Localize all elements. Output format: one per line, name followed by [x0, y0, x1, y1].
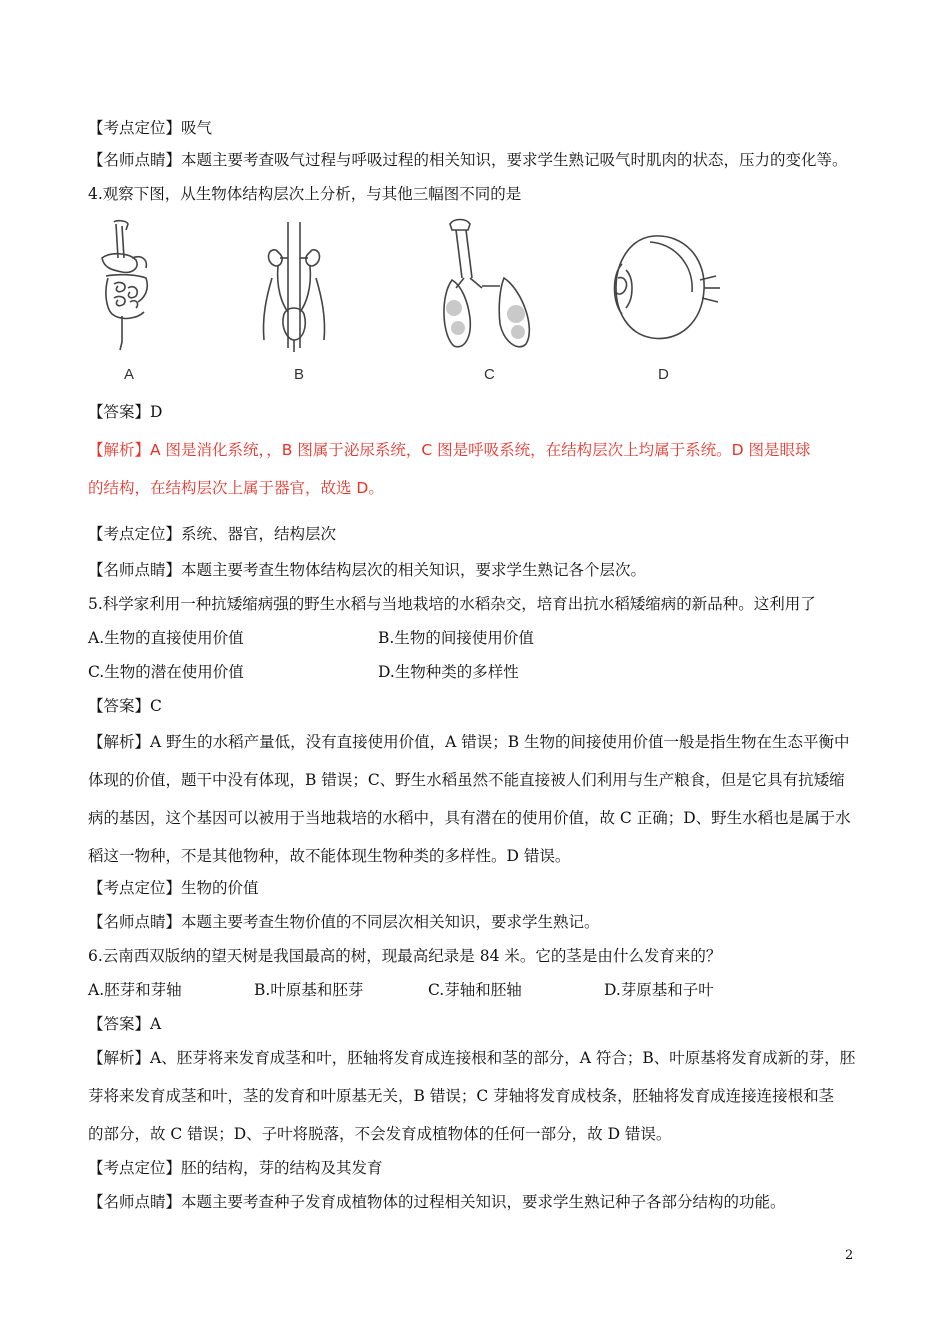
q6-option-d: D.芽原基和子叶 — [604, 981, 714, 999]
q5-option-d: D.生物种类的多样性 — [378, 663, 519, 681]
answer-4: 【答案】D — [88, 403, 163, 421]
figure-label-b: B — [294, 366, 305, 383]
kaodian-q5: 【考点定位】生物的价值 — [88, 879, 259, 897]
q5-option-a: A.生物的直接使用价值 — [88, 629, 244, 647]
figure-label-a: A — [124, 366, 135, 383]
mingshi-q3: 【名师点睛】本题主要考查吸气过程与呼吸过程的相关知识，要求学生熟记吸气时肌肉的状态，压力的变化等。 — [88, 151, 848, 169]
figure-label-c: C — [484, 366, 495, 383]
analysis-6-line-1: 【解析】A、胚芽将来发育成茎和叶，胚轴将发育成连接根和茎的部分，A 符合；B、叶原基将发育成新的芽，胚 — [88, 1049, 856, 1067]
figure-label-d: D — [658, 366, 669, 383]
analysis-6-line-3: 的部分，故 C 错误；D、子叶将脱落，不会发育成植物体的任何一部分，故 D 错误。 — [88, 1125, 672, 1143]
answer-5: 【答案】C — [88, 697, 162, 715]
kaodian-q4: 【考点定位】系统、器官，结构层次 — [88, 525, 337, 543]
page-number: 2 — [845, 1248, 854, 1263]
q6-option-c: C.芽轴和胚轴 — [428, 981, 522, 999]
mingshi-q5: 【名师点睛】本题主要考查生物价值的不同层次相关知识，要求学生熟记。 — [88, 913, 600, 931]
mingshi-q6: 【名师点睛】本题主要考查种子发育成植物体的过程相关知识，要求学生熟记种子各部分结构的功能。 — [88, 1193, 786, 1211]
analysis-5-line-1: 【解析】A 野生的水稻产量低，没有直接使用价值，A 错误；B 生物的间接使用价值一般是指生物在生态平衡中 — [88, 733, 850, 751]
analysis-6-line-2: 芽将来发育成茎和叶，茎的发育和叶原基无关，B 错误；C 芽轴将发育成枝条，胚轴将发育成连接连接根和茎 — [88, 1087, 835, 1105]
kaodian-q6: 【考点定位】胚的结构，芽的结构及其发育 — [88, 1159, 383, 1177]
question-5: 5.科学家利用一种抗矮缩病强的野生水稻与当地栽培的水稻杂交，培育出抗水稻矮缩病的新品种。这利用了 — [88, 595, 816, 613]
analysis-4-line-2: 的结构，在结构层次上属于器官，故选 D。 — [88, 479, 384, 497]
analysis-5-line-2: 体现的价值，题干中没有体现，B 错误；C、野生水稻虽然不能直接被人们利用与生产粮食，但是它具有抗矮缩 — [88, 771, 845, 789]
analysis-5-line-3: 病的基因，这个基因可以被用于当地栽培的水稻中，具有潜在的使用价值，故 C 正确；D、野生水稻也是属于水 — [88, 809, 851, 827]
question-4: 4.观察下图，从生物体结构层次上分析，与其他三幅图不同的是 — [88, 185, 522, 203]
digestive-system-icon — [92, 218, 172, 358]
q5-option-b: B.生物的间接使用价值 — [378, 629, 534, 647]
mingshi-q4: 【名师点睛】本题主要考查生物体结构层次的相关知识，要求学生熟记各个层次。 — [88, 561, 647, 579]
q6-option-a: A.胚芽和芽轴 — [88, 981, 182, 999]
analysis-5-line-4: 稻这一物种，不是其他物种，故不能体现生物种类的多样性。D 错误。 — [88, 847, 571, 865]
eyeball-icon — [604, 218, 724, 358]
urinary-system-icon — [258, 218, 338, 358]
respiratory-system-icon — [442, 218, 542, 358]
q5-option-c: C.生物的潜在使用价值 — [88, 663, 244, 681]
answer-6: 【答案】A — [88, 1015, 162, 1033]
analysis-4-line-1: 【解析】A 图是消化系统，，B 图属于泌尿系统，C 图是呼吸系统，在结构层次上均属于系统。D 图是眼球 — [88, 441, 811, 459]
kaodian-q3: 【考点定位】吸气 — [88, 119, 213, 137]
q6-option-b: B.叶原基和胚芽 — [254, 981, 364, 999]
question-6: 6.云南西双版纳的望天树是我国最高的树，现最高纪录是 84 米。它的茎是由什么发育来的？ — [88, 947, 722, 965]
